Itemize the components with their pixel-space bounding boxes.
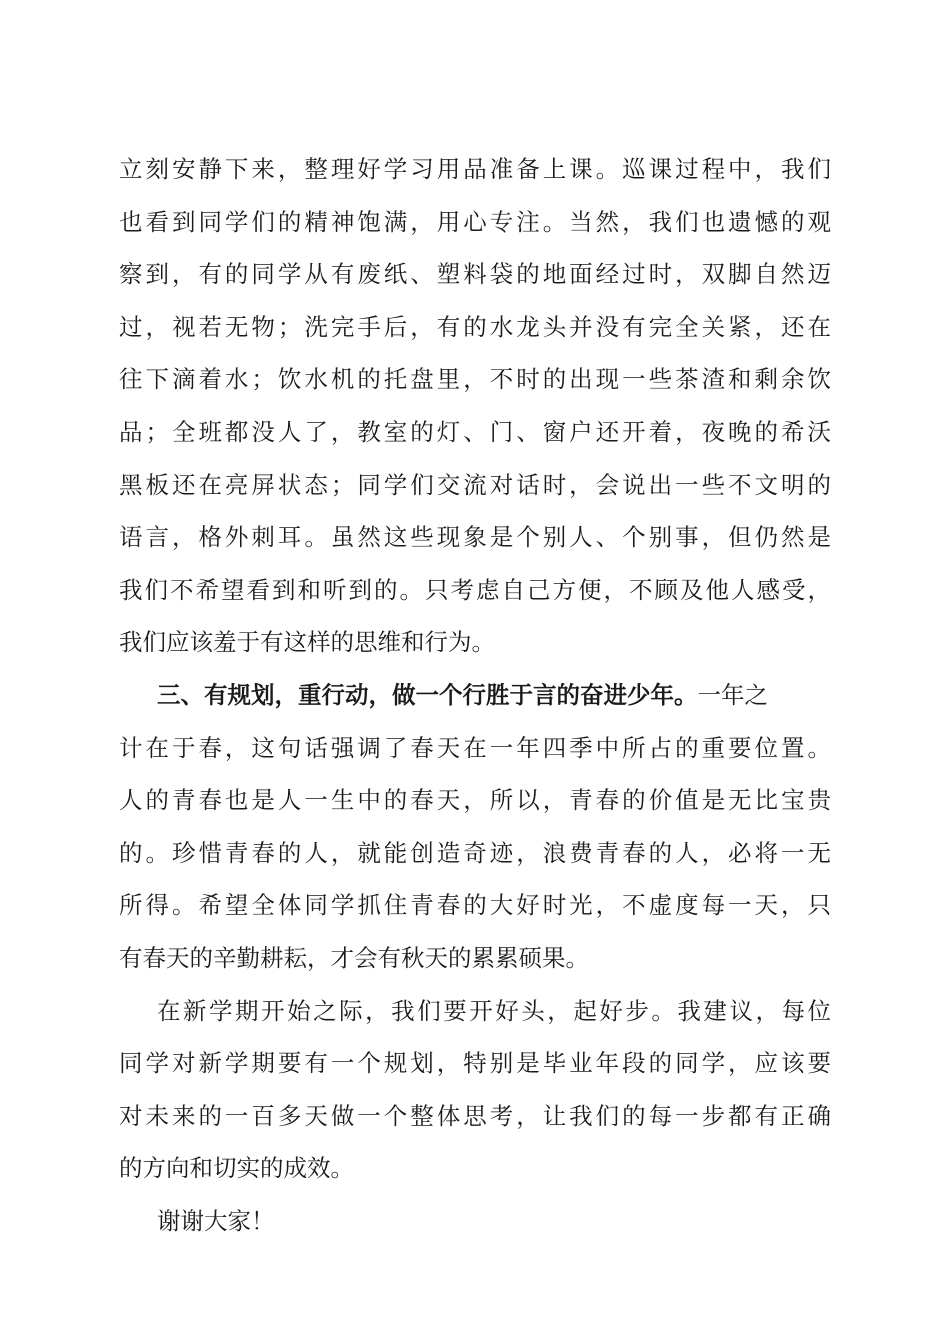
paragraph-line: 有春天的辛勤耕耘，才会有秋天的累累硕果。 — [119, 943, 589, 972]
paragraph-line: 察到，有的同学从有废纸、塑料袋的地面经过时，双脚自然迈 — [119, 260, 831, 289]
paragraph-line: 往下滴着水；饮水机的托盘里，不时的出现一些茶渣和剩余饮 — [119, 365, 831, 394]
section-heading-continuation: 一年之 — [697, 680, 768, 709]
paragraph-line: 也看到同学们的精神饱满，用心专注。当然，我们也遗憾的观 — [119, 207, 831, 236]
section-heading-line — [119, 669, 831, 722]
paragraph-line: 我们不希望看到和听到的。只考虑自己方便，不顾及他人感受， — [119, 575, 831, 604]
paragraph-line: 同学对新学期要有一个规划，特别是毕业年段的同学，应该要 — [119, 1049, 831, 1078]
paragraph-line: 的方向和切实的成效。 — [119, 1154, 354, 1183]
paragraph-line: 对未来的一百多天做一个整体思考，让我们的每一步都有正确 — [119, 1101, 831, 1130]
paragraph-line: 过，视若无物；洗完手后，有的水龙头并没有完全关紧，还在 — [119, 312, 831, 341]
paragraph-line: 我们应该羞于有这样的思维和行为。 — [119, 628, 495, 657]
paragraph-line: 黑板还在亮屏状态；同学们交流对话时，会说出一些不文明的 — [119, 470, 831, 499]
section-heading: 三、有规划，重行动，做一个行胜于言的奋进少年。 — [157, 680, 698, 709]
paragraph-line: 的。珍惜青春的人，就能创造奇迹，浪费青春的人，必将一无 — [119, 838, 831, 867]
paragraph-line: 语言，格外刺耳。虽然这些现象是个别人、个别事，但仍然是 — [119, 523, 831, 552]
paragraph-line: 立刻安静下来，整理好学习用品准备上课。巡课过程中，我们 — [119, 155, 831, 183]
paragraph-line: 品；全班都没人了，教室的灯、门、窗户还开着，夜晚的希沃 — [119, 417, 831, 446]
paragraph-line: 在新学期开始之际，我们要开好头，起好步。我建议，每位 — [157, 996, 831, 1025]
document-body — [119, 143, 831, 1247]
paragraph-line: 人的青春也是人一生中的春天，所以，青春的价值是无比宝贵 — [119, 786, 831, 815]
paragraph-line: 所得。希望全体同学抓住青春的大好时光，不虚度每一天，只 — [119, 891, 831, 920]
closing-line: 谢谢大家！ — [157, 1206, 275, 1235]
paragraph-line: 计在于春，这句话强调了春天在一年四季中所占的重要位置。 — [119, 733, 831, 762]
